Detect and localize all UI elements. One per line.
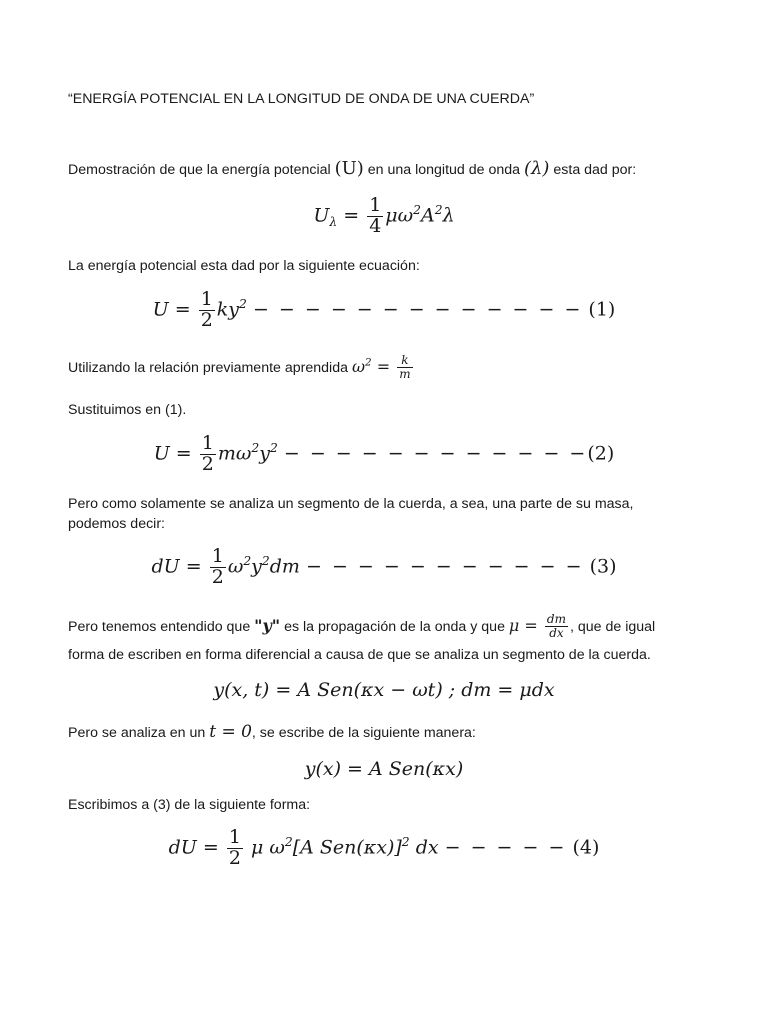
eq1-lhs: U [152,298,169,321]
intro-lambda-symbol: (λ) [523,158,550,179]
paragraph-1: La energía potencial esta dad por la siguiente ecuación: [68,258,420,274]
intro-paragraph [68,158,636,181]
paragraph-2: Utilizando la relación previamente aprendida $\omega^2$ = $\frac{k}{m}$ [68,353,411,381]
eq1-tag: (1) [588,298,616,321]
eq6-dashes: − − − − − [444,836,567,859]
equation-3: dU = $\frac{1}{2}$ $\omega^2y^2dm$ − − − − − − − − − − − (3) [151,545,617,588]
eq3-fraction: $\frac{1}{2}$ [211,545,224,588]
paragraph-3: Sustituimos en (1). [68,402,187,418]
paragraph-4: Pero como solamente se analiza un segmento de la cuerda, a sea, una parte de su masa, podemos decir: [68,496,634,532]
eq3-dashes: − − − − − − − − − − − [306,555,584,578]
eq6-fraction: $\frac{1}{2}$ [228,826,241,869]
intro-text-2: en una longitud de onda [367,162,521,178]
eq0-rhs-a: μω [385,204,414,227]
intro-text-3: esta dad por: [553,162,637,178]
eq3-lhs: dU [151,555,180,578]
equation-1: U = $\frac{1}{2}$ $ky^2$ − − − − − − − − − − − − − (1) [152,288,616,331]
paragraph-5-text-1: Pero tenemos entendido que [68,619,251,635]
y-quote: "y" [254,616,281,635]
intro-text-1: Demostración de que la energía potencial [68,162,331,178]
paragraph-5-text-3: , que de igual [569,619,656,635]
eq1-dashes: − − − − − − − − − − − − − [252,298,583,321]
eq6-lhs: dU [168,836,197,859]
paragraph-5-line-2: forma de escriben en forma diferencial a causa de que se analiza un segmento de la cuerda. [68,647,651,663]
paragraph-5-text-2: es la propagación de la onda y que [284,619,505,635]
paragraph-7: Escribimos a (3) de la siguiente forma: [68,797,311,813]
paragraph-2-text: Utilizando la relación previamente aprendida [68,360,348,376]
eq0-fraction: $\frac{1}{4}$ [369,194,382,237]
eq6-tag: (4) [572,836,600,859]
paragraph-6-text-2: , se escribe de la siguiente manera: [251,725,476,741]
equation-5: y(x) = A Sen(κx) [304,758,464,780]
t-equals-zero: t = 0 [209,722,252,742]
equation-0: $U_\lambda$ = $\frac{1}{4}$ $\mu\omega^2A^2\lambda$ [313,194,455,237]
eq2-fraction: $\frac{1}{2}$ [201,432,214,475]
eq2-tag: (2) [587,442,615,465]
eq3-tag: (3) [589,555,617,578]
eq0-lhs: U [313,204,330,227]
eq2-dashes: − − − − − − − − − − − − [283,442,588,465]
paragraph-6 [68,720,476,745]
equation-4: y(x, t) = A Sen(κx − ωt) ; dm = μdx [213,679,555,701]
eq2-lhs: U [153,442,170,465]
equation-6: dU = $\frac{1}{2}$ μ $\omega^2[A$ Sen(κx)]$^2$ dx − − − − − (4) [168,826,600,869]
paragraph-5-line-1: Pero tenemos entendido que "y" es la propagación de la onda y que μ = $\frac{dm}{dx}$ , que de igual [68,612,656,640]
document-title: “ENERGÍA POTENCIAL EN LA LONGITUD DE ONDA DE UNA CUERDA” [68,91,535,107]
equation-2: U = $\frac{1}{2}$ $m\omega^2y^2$ − − − − − − − − − − − −(2) [153,432,615,475]
eq1-fraction: $\frac{1}{2}$ [200,288,213,331]
eq0-lhs-sub: λ [329,215,338,230]
intro-U-symbol: (U) [334,158,364,179]
paragraph-6-text-1: Pero se analiza en un [68,725,206,741]
